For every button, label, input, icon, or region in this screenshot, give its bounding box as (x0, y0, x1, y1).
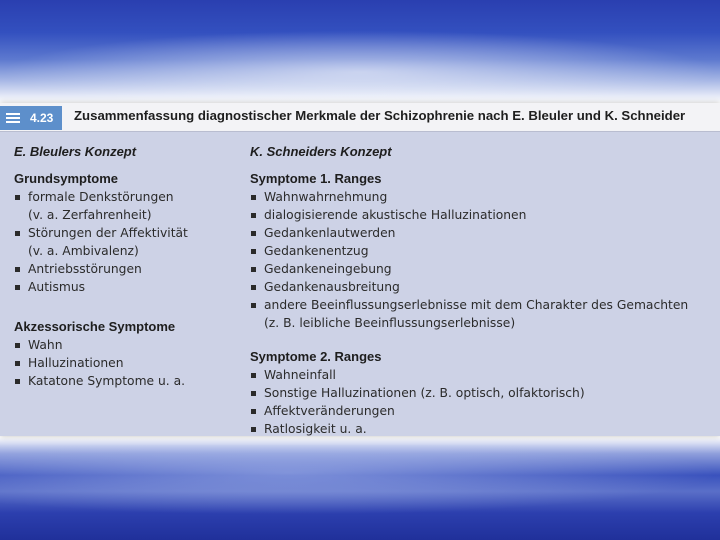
background-highlight-top (0, 30, 720, 100)
list-item: Autismus (14, 278, 239, 296)
list-item: Sonstige Halluzinationen (z. B. optisch, olfaktorisch) (250, 384, 712, 402)
table-header (0, 103, 720, 132)
list-item: andere Beeinflussungserlebnisse mit dem Charakter des Gemachten (250, 296, 712, 314)
summary-table (0, 103, 720, 436)
list-item: Halluzinationen (14, 354, 239, 372)
grundsymptome-title: Grundsymptome (14, 171, 119, 186)
table-number-badge (0, 106, 62, 130)
schneider-column (250, 143, 712, 462)
rang1-section (250, 170, 712, 332)
list-item: Katatone Symptome u. a. (14, 372, 239, 390)
list-item-note: (v. a. Zerfahrenheit) (28, 208, 152, 222)
akzessorische-section (14, 318, 239, 390)
list-item: Gedankenausbreitung (250, 278, 712, 296)
rang2-section (250, 348, 712, 438)
bleuler-column (14, 143, 239, 414)
rang1-title: Symptome 1. Ranges (250, 171, 382, 186)
grundsymptome-section (14, 170, 239, 296)
list-item: Gedankenlautwerden (250, 224, 712, 242)
list-item-note: (z. B. leibliche Beeinflussungserlebnisse) (264, 316, 516, 330)
table-title: Zusammenfassung diagnostischer Merkmale der Schizophrenie nach E. Bleuler und K. Schneider (74, 108, 686, 123)
list-icon (6, 113, 20, 123)
table-number: 4.23 (30, 111, 54, 125)
rang2-title: Symptome 2. Ranges (250, 349, 382, 364)
bleuler-heading: E. Bleulers Konzept (14, 144, 137, 159)
list-item: Gedankenentzug (250, 242, 712, 260)
list-item: Wahnwahrnehmung (250, 188, 712, 206)
akzessorische-title: Akzessorische Symptome (14, 319, 176, 334)
schneider-heading: K. Schneiders Konzept (250, 144, 392, 159)
list-item: Affektveränderungen (250, 402, 712, 420)
list-item: Antriebsstörungen (14, 260, 239, 278)
list-item: dialogisierende akustische Halluzinationen (250, 206, 712, 224)
list-item: Ratlosigkeit u. a. (250, 420, 712, 438)
list-item: formale Denkstörungen (14, 188, 239, 206)
list-item-note: (v. a. Ambivalenz) (28, 244, 139, 258)
list-item: Wahneinfall (250, 366, 712, 384)
list-item: Störungen der Affektivität (14, 224, 239, 242)
list-item: Wahn (14, 336, 239, 354)
list-item: Gedankeneingebung (250, 260, 712, 278)
